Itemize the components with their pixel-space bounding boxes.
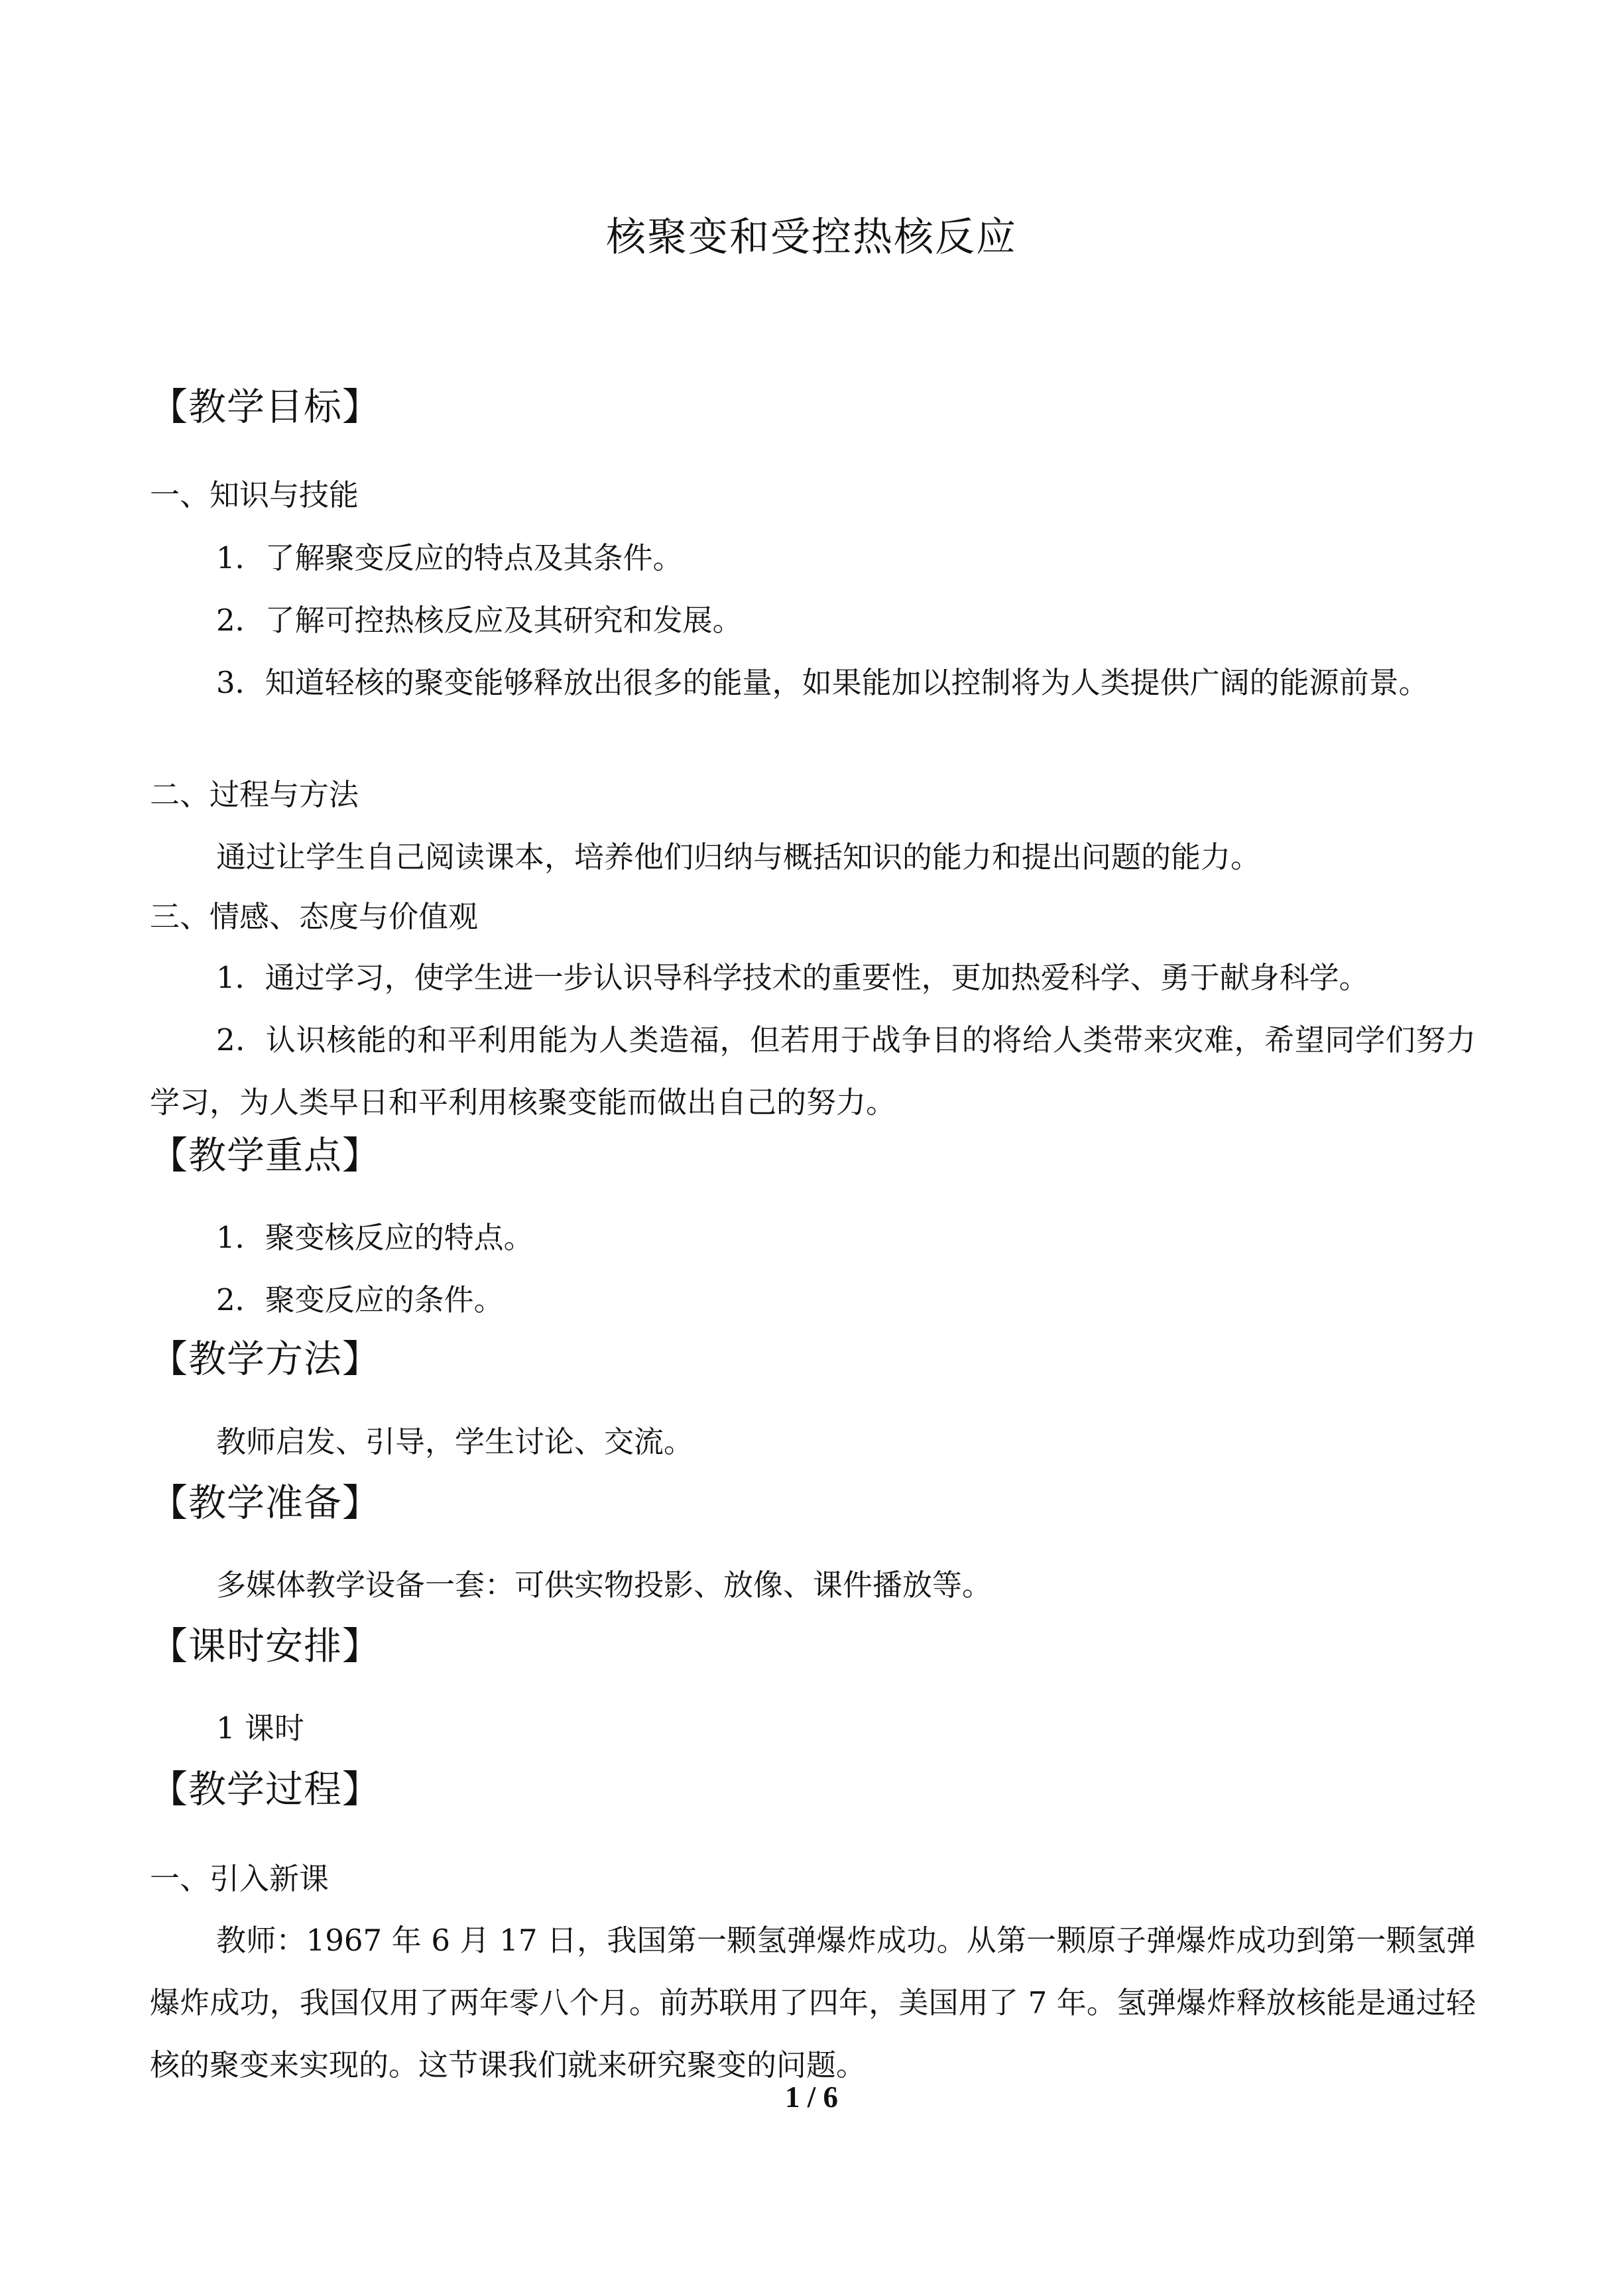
section-heading-methods: 【教学方法】: [150, 1337, 381, 1381]
section-heading-key-points: 【教学重点】: [150, 1134, 381, 1178]
schedule-text: 1 课时: [216, 1711, 304, 1746]
methods-text: 教师启发、引导，学生讨论、交流。: [216, 1424, 694, 1459]
document-title: 核聚变和受控热核反应: [606, 214, 1017, 261]
knowledge-item-2: 2．了解可控热核反应及其研究和发展。: [216, 603, 743, 638]
subheading-process: 二、过程与方法: [150, 777, 359, 812]
knowledge-item-1: 1．了解聚变反应的特点及其条件。: [216, 540, 683, 575]
subheading-values: 三、情感、态度与价值观: [150, 899, 479, 934]
section-heading-objectives: 【教学目标】: [150, 385, 381, 429]
process-text: 通过让学生自己阅读课本，培养他们归纳与概括知识的能力和提出问题的能力。: [216, 839, 1261, 875]
subheading-knowledge: 一、知识与技能: [150, 477, 359, 513]
section-heading-preparation: 【教学准备】: [150, 1481, 381, 1525]
knowledge-item-3: 3．知道轻核的聚变能够释放出很多的能量，如果能加以控制将为人类提供广阔的能源前景。: [216, 665, 1429, 700]
key-point-item-1: 1．聚变核反应的特点。: [216, 1220, 534, 1255]
section-heading-schedule: 【课时安排】: [150, 1624, 381, 1668]
values-item-1: 1．通过学习，使学生进一步认识导科学技术的重要性，更加热爱科学、勇于献身科学。: [216, 960, 1369, 995]
values-item-2: 2．认识核能的和平利用能为人类造福，但若用于战争目的将给人类带来灾难，希望同学们努力学习，为人类早日和平利用核聚变能而做出自己的努力。: [150, 1022, 1476, 1120]
section-heading-procedure: 【教学过程】: [150, 1768, 381, 1811]
subheading-intro: 一、引入新课: [150, 1861, 330, 1896]
page-number: 1 / 6: [784, 2081, 838, 2114]
preparation-text: 多媒体教学设备一套：可供实物投影、放像、课件播放等。: [216, 1567, 992, 1602]
key-point-item-2: 2．聚变反应的条件。: [216, 1282, 504, 1317]
intro-text: 教师：1967 年 6 月 17 日，我国第一颗氢弹爆炸成功。从第一颗原子弹爆炸成功到第一颗氢弹爆炸成功，我国仅用了两年零八个月。前苏联用了四年，美国用了 7 年。氢弹爆炸释放核能是通过轻核的聚变来实现的。这节课我们就来研究聚变的问题。: [150, 1923, 1476, 2083]
